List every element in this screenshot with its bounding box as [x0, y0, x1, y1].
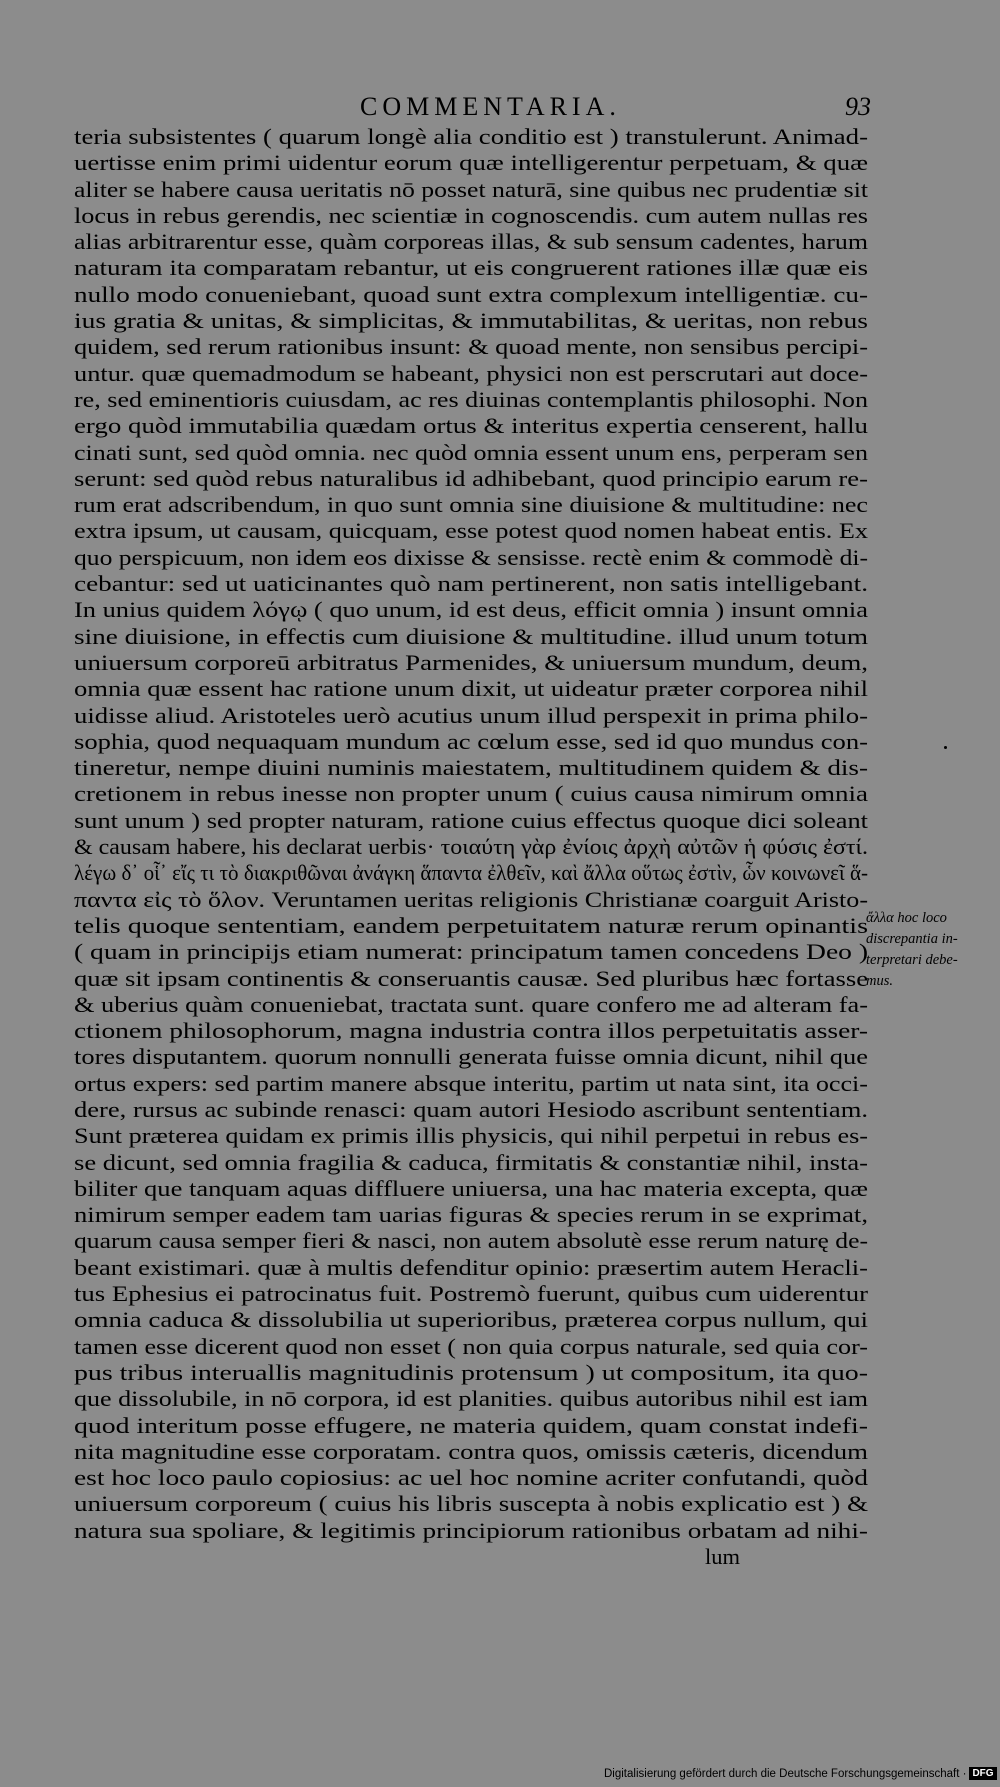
text-line: serunt: sed quòd rebus naturalibus id adhibebant, quod principio earum re- — [74, 465, 868, 491]
text-line: tineretur, nempe diuini numinis maiestatem, multitudinem quidem & dis- — [74, 755, 868, 781]
text-line: sunt unum ) sed propter naturam, ratione cuius effectus quoque dici soleant — [74, 807, 868, 833]
text-line: omnia caduca & dissolubilia ut superioribus, præterea corpus nullum, qui — [74, 1307, 868, 1333]
text-line: ctionem philosophorum, magna industria contra illos perpetuitatis asser- — [74, 1018, 868, 1044]
text-line: beant existimari. quæ à multis defenditur opinio: præsertim autem Heracli- — [74, 1254, 868, 1280]
text-line: uniuersum corporeū arbitratus Parmenides, & uniuersum mundum, deum, — [74, 649, 868, 675]
text-line: natura sua spoliare, & legitimis principiorum rationibus orbatam ad nihi- — [74, 1517, 868, 1543]
text-line: quæ sit ipsam continentis & conseruantis causæ. Sed pluribus hæc fortasse — [74, 965, 868, 991]
text-line: ius gratia & unitas, & simplicitas, & immutabilitas, & ueritas, non rebus — [74, 308, 868, 334]
body-text-block — [74, 124, 868, 1570]
text-line: ergo quòd immutabilia quædam ortus & interitus expertia censerent, hallu — [74, 413, 868, 439]
text-line: re, sed eminentioris cuiusdam, ac res diuinas contemplantis philosophi. Non — [74, 386, 868, 412]
text-line: untur. quæ quemadmodum se habeant, physici non est perscrutari aut doce- — [74, 360, 868, 386]
marginal-note-line: mus. — [866, 973, 893, 989]
text-line: nita magnitudine esse corporatam. contra quos, omissis cæteris, dicendum — [74, 1438, 868, 1464]
text-line: tores disputantem. quorum nonnulli generata fuisse omnia dicunt, nihil que — [74, 1044, 868, 1070]
text-line: ( quam in principijs etiam numerat: principatum tamen concedens Deo ) — [74, 939, 868, 965]
text-line: ortus expers: sed partim manere absque interitu, partim ut nata sint, ita occi- — [74, 1070, 868, 1096]
marginal-note — [866, 908, 998, 992]
text-line: & causam habere, his declarat uerbis· τοιαύτη γὰρ ἐνίοις ἀρχὴ αὐτῶν ἡ φύσις ἐστί. — [74, 834, 868, 860]
text-line: quod interitum posse effugere, ne materia quidem, quam constat indefi- — [74, 1412, 868, 1438]
text-line: uidisse aliud. Aristoteles uerò acutius unum illud perspexit in prima philo- — [74, 702, 868, 728]
text-line: λέγω δ᾽ οἷ᾽ εἴς τι τὸ διακριθῶναι ἀνάγκη ἅπαντα ἐλθεῖν, καὶ ἄλλα οὕτως ἐστὶν, ὧν κοινωνεῖ ἅ- — [74, 860, 868, 886]
digitization-footer — [604, 1767, 997, 1780]
text-line: extra ipsum, ut causam, quicquam, esse potest quod nomen habeat entis. Ex — [74, 518, 868, 544]
text-line: cebantur: sed ut uaticinantes quò nam pertinerent, non satis intelligebant. — [74, 571, 868, 597]
text-line: se dicunt, sed omnia fragilia & caduca, firmitatis & constantiæ nihil, insta- — [74, 1149, 868, 1175]
text-line: biliter que tanquam aquas diffluere uniuersa, una hac materia excepta, quæ — [74, 1175, 868, 1201]
text-line: Sunt præterea quidam ex primis illis physicis, qui nihil perpetui in rebus es- — [74, 1123, 868, 1149]
text-line: nullo modo conueniebant, quoad sunt extra complexum intelligentiæ. cu- — [74, 281, 868, 307]
text-line: cinati sunt, sed quòd omnia. nec quòd omnia essent unum ens, perperam sen — [74, 439, 868, 465]
text-line: est hoc loco paulo copiosius: ac uel hoc nomine acriter confutandi, quòd — [74, 1465, 868, 1491]
text-line: quo perspicuum, non idem eos dixisse & sensisse. rectè enim & commodè di- — [74, 544, 868, 570]
marginal-note-line: ἄλλα hoc loco — [866, 910, 947, 926]
text-line: que dissolubile, in nō corpora, id est planities. quibus autoribus nihil est iam — [74, 1386, 868, 1412]
dfg-logo: DFG — [969, 1767, 996, 1780]
text-line: & uberius quàm conueniebat, tractata sunt. quare confero me ad alteram fa- — [74, 991, 868, 1017]
text-line: locus in rebus gerendis, nec scientiæ in cognoscendis. cum autem nullas res — [74, 202, 868, 228]
text-line: aliter se habere causa ueritatis nō posset naturā, sine quibus nec prudentiæ sit — [74, 176, 868, 202]
text-line: lum — [704, 1544, 740, 1570]
text-line: sine diuisione, in effectis cum diuisione & multitudine. illud unum totum — [74, 623, 868, 649]
text-line: rum erat adscribendum, in quo sunt omnia sine diuisione & multitudine: nec — [74, 492, 868, 518]
page-number: 93 — [845, 92, 871, 121]
text-line: uniuersum corporeum ( cuius his libris suscepta à nobis explicatio est ) & — [74, 1491, 868, 1517]
text-line: tus Ephesius ei patrocinatus fuit. Postremò fuerunt, quibus cum uiderentur — [74, 1281, 868, 1307]
text-line: sophia, quod nequaquam mundum ac cœlum esse, sed id quo mundus con- — [74, 728, 868, 754]
text-line: nimirum semper eadem tam uarias figuras & species rerum in se exprimat, — [74, 1202, 868, 1228]
marginal-note-line: terpretari debe- — [866, 952, 958, 968]
text-line: alias arbitrarentur esse, quàm corporeas illas, & sub sensum cadentes, harum — [74, 229, 868, 255]
margin-dot — [944, 746, 947, 749]
text-line: cretionem in rebus inesse non propter unum ( cuius causa nimirum omnia — [74, 781, 868, 807]
footer-credit: Digitalisierung gefördert durch die Deutsche Forschungsgemeinschaft · — [604, 1767, 967, 1780]
running-head: COMMENTARIA. — [360, 92, 621, 121]
text-line: omnia quæ essent hac ratione unum dixit, ut uideatur præter corporea nihil — [74, 676, 868, 702]
text-line: quarum causa semper fieri & nasci, non autem absolutè esse rerum naturę de- — [74, 1228, 868, 1254]
text-line: παντα εἰς τὸ ὅλον. Veruntamen ueritas religionis Christianæ coarguit Aristo- — [74, 886, 868, 912]
text-line: dere, rursus ac subinde renasci: quam autori Hesiodo ascribunt sententiam. — [74, 1096, 868, 1122]
text-line: naturam ita comparatam rebantur, ut eis congruerent rationes illæ quæ eis — [74, 255, 868, 281]
text-line: telis quoque sententiam, eandem perpetuitatem naturæ rerum opinantis — [74, 912, 868, 938]
text-line: tamen esse dicerent quod non esset ( non quia corpus naturale, sed quia cor- — [74, 1333, 868, 1359]
text-line: In unius quidem λόγῳ ( quo unum, id est deus, efficit omnia ) insunt omnia — [74, 597, 868, 623]
marginal-note-line: discrepantia in- — [866, 931, 958, 947]
text-line: quidem, sed rerum rationibus insunt: & quoad mente, non sensibus percipi- — [74, 334, 868, 360]
text-line: teria subsistentes ( quarum longè alia conditio est ) transtulerunt. Animad- — [74, 124, 868, 149]
text-line: pus tribus interuallis magnitudinis protensum ) ut compositum, ita quo- — [74, 1359, 868, 1385]
text-line: uertisse enim primi uidentur eorum quæ intelligerentur perpetuam, & quæ — [74, 150, 868, 176]
